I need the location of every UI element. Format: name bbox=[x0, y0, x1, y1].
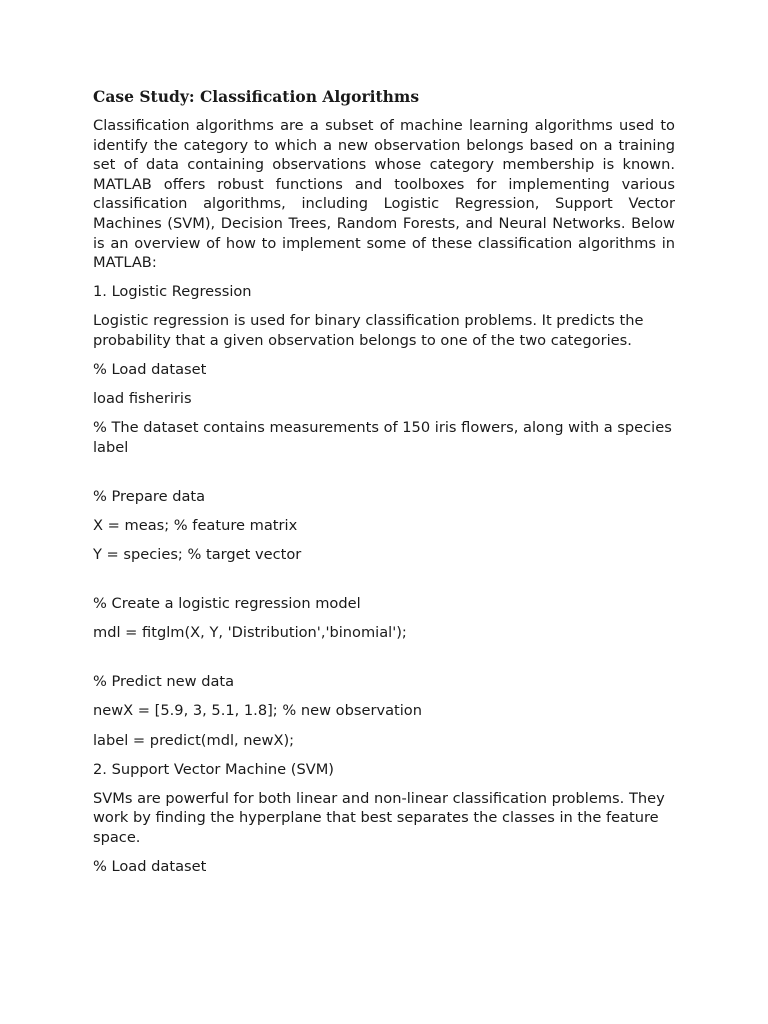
code-line: % Load dataset bbox=[93, 858, 207, 876]
code-comment: % The dataset contains measurements of 150 iris flowers, along with a species label bbox=[93, 419, 672, 456]
document-page bbox=[93, 86, 675, 886]
code-line: mdl = fitglm(X, Y, 'Distribution','binomial'); bbox=[93, 624, 407, 642]
code-line: % Create a logistic regression model bbox=[93, 595, 361, 613]
section-1-description: Logistic regression is used for binary classification problems. It predicts the probability that a given observation belongs to one of the two categories. bbox=[93, 312, 644, 349]
section-2-heading: 2. Support Vector Machine (SVM) bbox=[93, 760, 334, 778]
code-line: X = meas; % feature matrix bbox=[93, 517, 298, 534]
section-2-description: SVMs are powerful for both linear and non-linear classification problems. They work by finding the hyperplane that best separates the classes in the feature space. bbox=[93, 789, 665, 846]
intro-paragraph: Classification algorithms are a subset of machine learning algorithms used to identify the category to which a new observation belongs based on a training set of data containing observations whose category membership is known. MATLAB offers robust functions and toolboxes for implementing various classification algorithms, including Logistic Regression, Support Vector Machines (SVM), Decision Trees, Random Forests, and Neural Networks. Below is an overview of how to implement some of these classification algorithms in MATLAB: bbox=[93, 117, 675, 272]
blank-line bbox=[93, 652, 675, 672]
blank-line bbox=[93, 467, 675, 487]
code-line: % Load dataset bbox=[93, 361, 207, 379]
code-line: % Predict new data bbox=[93, 673, 235, 691]
section-1-heading: 1. Logistic Regression bbox=[93, 283, 252, 301]
code-line: label = predict(mdl, newX); bbox=[93, 731, 295, 749]
code-line: newX = [5.9, 3, 5.1, 1.8]; % new observation bbox=[93, 702, 422, 720]
code-line: % Prepare data bbox=[93, 487, 206, 505]
blank-line bbox=[93, 574, 675, 594]
code-line: Y = species; % target vector bbox=[93, 546, 302, 564]
document-title: Case Study: Classification Algorithms bbox=[93, 87, 420, 106]
code-line: load fisheriris bbox=[93, 390, 192, 408]
